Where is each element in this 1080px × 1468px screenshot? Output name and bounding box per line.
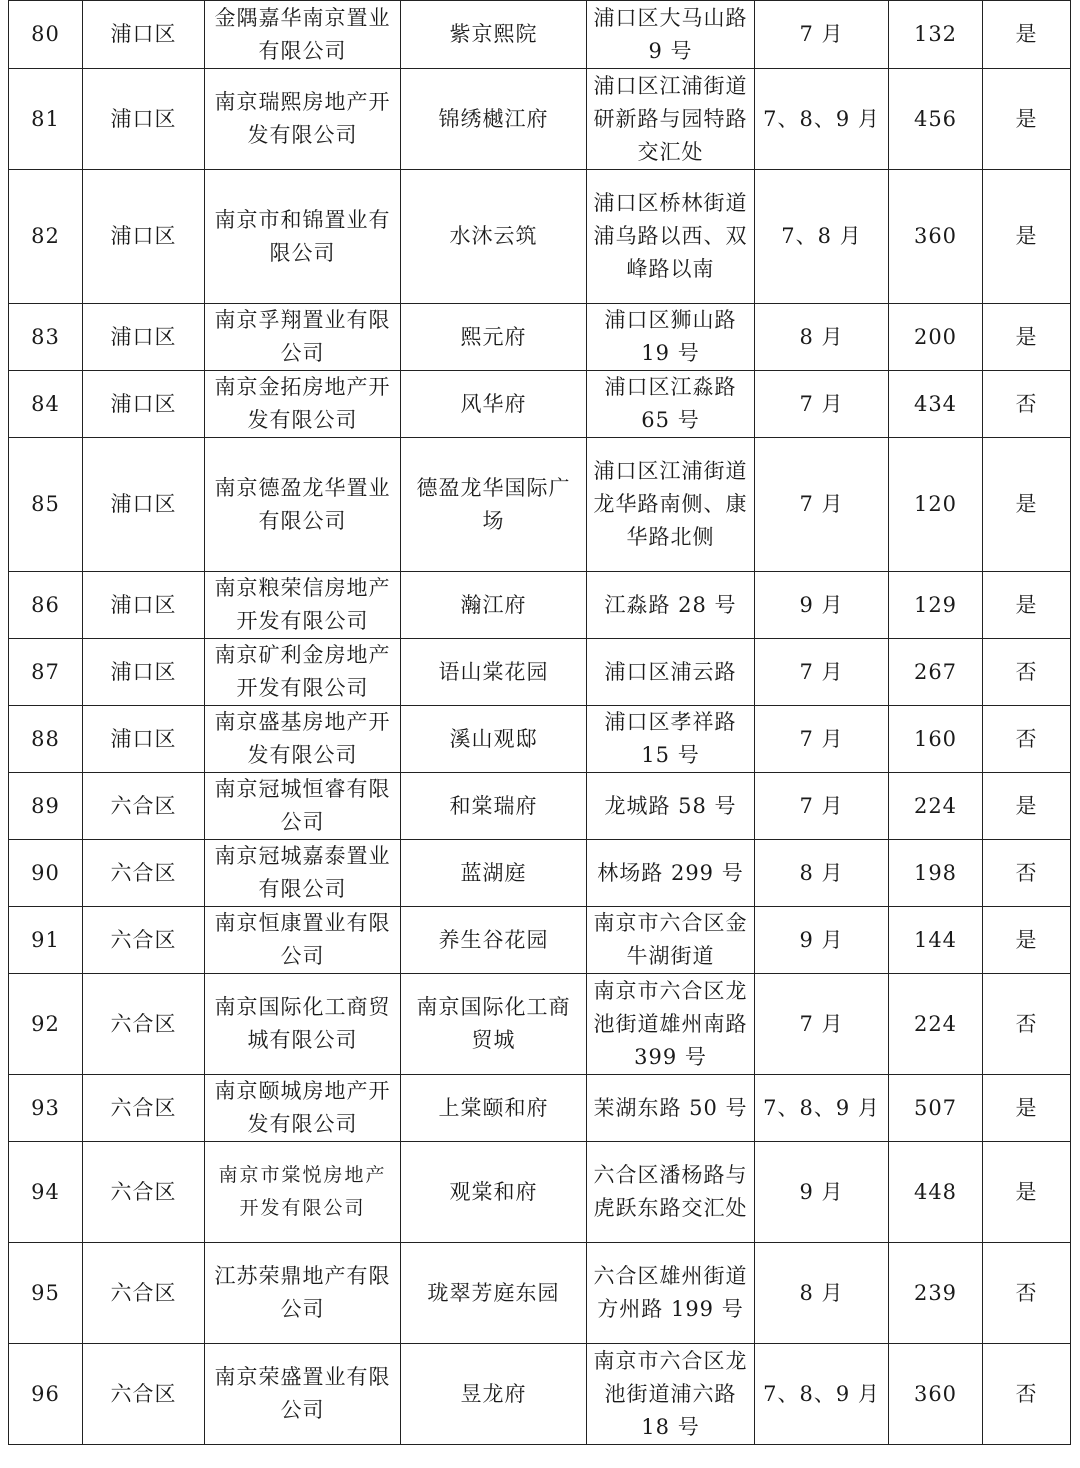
- cell-district: 浦口区: [83, 69, 205, 170]
- cell-company-name: 南京金拓房地产开发有限公司: [205, 371, 401, 438]
- cell-unit-count: 239: [889, 1243, 983, 1344]
- cell-unit-count: 360: [889, 1344, 983, 1445]
- cell-company-name: 南京德盈龙华置业有限公司: [205, 438, 401, 572]
- cell-unit-count: 200: [889, 304, 983, 371]
- cell-district: 浦口区: [83, 572, 205, 639]
- cell-company-name: 南京颐城房地产开发有限公司: [205, 1075, 401, 1142]
- cell-row-number: 82: [9, 170, 83, 304]
- cell-status: 否: [983, 371, 1071, 438]
- cell-row-number: 89: [9, 773, 83, 840]
- table-row: [9, 1344, 1071, 1445]
- cell-address: 南京市六合区龙池街道雄州南路 399 号: [587, 974, 755, 1075]
- cell-status: 是: [983, 773, 1071, 840]
- cell-unit-count: 507: [889, 1075, 983, 1142]
- cell-month: 7 月: [755, 773, 889, 840]
- cell-status: 是: [983, 170, 1071, 304]
- cell-district: 浦口区: [83, 170, 205, 304]
- cell-company-name: 江苏荣鼎地产有限公司: [205, 1243, 401, 1344]
- cell-row-number: 91: [9, 907, 83, 974]
- cell-company-name: 南京粮荣信房地产开发有限公司: [205, 572, 401, 639]
- cell-project-name: 蓝湖庭: [401, 840, 587, 907]
- cell-district: 浦口区: [83, 639, 205, 706]
- table-body: [9, 1, 1071, 1445]
- cell-row-number: 87: [9, 639, 83, 706]
- cell-district: 六合区: [83, 1243, 205, 1344]
- cell-district: 浦口区: [83, 706, 205, 773]
- cell-address: 浦口区大马山路 9 号: [587, 1, 755, 69]
- cell-status: 否: [983, 974, 1071, 1075]
- cell-status: 否: [983, 706, 1071, 773]
- cell-address: 浦口区狮山路 19 号: [587, 304, 755, 371]
- cell-address: 浦口区孝祥路 15 号: [587, 706, 755, 773]
- cell-address: 林场路 299 号: [587, 840, 755, 907]
- cell-month: 7 月: [755, 706, 889, 773]
- cell-company-name: 南京冠城嘉泰置业有限公司: [205, 840, 401, 907]
- cell-address: 六合区潘杨路与虎跃东路交汇处: [587, 1142, 755, 1243]
- cell-row-number: 83: [9, 304, 83, 371]
- cell-project-name: 锦绣樾江府: [401, 69, 587, 170]
- cell-status: 是: [983, 1075, 1071, 1142]
- cell-company-name: 南京盛基房地产开发有限公司: [205, 706, 401, 773]
- cell-project-name: 昱龙府: [401, 1344, 587, 1445]
- cell-company-name: 南京瑞熙房地产开发有限公司: [205, 69, 401, 170]
- table-row: [9, 371, 1071, 438]
- cell-status: 是: [983, 572, 1071, 639]
- cell-row-number: 90: [9, 840, 83, 907]
- cell-row-number: 92: [9, 974, 83, 1075]
- cell-company-name: 金隅嘉华南京置业有限公司: [205, 1, 401, 69]
- cell-month: 7 月: [755, 639, 889, 706]
- cell-unit-count: 224: [889, 974, 983, 1075]
- cell-row-number: 94: [9, 1142, 83, 1243]
- table-row: [9, 773, 1071, 840]
- cell-month: 9 月: [755, 1142, 889, 1243]
- cell-district: 浦口区: [83, 304, 205, 371]
- cell-row-number: 86: [9, 572, 83, 639]
- cell-address: 浦口区浦云路: [587, 639, 755, 706]
- cell-district: 六合区: [83, 840, 205, 907]
- cell-project-name: 上棠颐和府: [401, 1075, 587, 1142]
- cell-month: 7 月: [755, 371, 889, 438]
- cell-address: 茉湖东路 50 号: [587, 1075, 755, 1142]
- cell-address: 浦口区江浦街道研新路与园特路交汇处: [587, 69, 755, 170]
- table-row: [9, 304, 1071, 371]
- cell-status: 是: [983, 1, 1071, 69]
- cell-month: 7 月: [755, 1, 889, 69]
- table-row: [9, 69, 1071, 170]
- cell-district: 浦口区: [83, 371, 205, 438]
- cell-address: 南京市六合区龙池街道浦六路 18 号: [587, 1344, 755, 1445]
- cell-month: 8 月: [755, 304, 889, 371]
- cell-status: 否: [983, 639, 1071, 706]
- cell-address: 江淼路 28 号: [587, 572, 755, 639]
- cell-address: 六合区雄州街道方州路 199 号: [587, 1243, 755, 1344]
- cell-company-name: 南京恒康置业有限公司: [205, 907, 401, 974]
- cell-unit-count: 198: [889, 840, 983, 907]
- cell-project-name: 观棠和府: [401, 1142, 587, 1243]
- cell-company-name: 南京冠城恒睿有限公司: [205, 773, 401, 840]
- cell-district: 六合区: [83, 974, 205, 1075]
- cell-district: 六合区: [83, 907, 205, 974]
- cell-month: 7 月: [755, 974, 889, 1075]
- cell-project-name: 熙元府: [401, 304, 587, 371]
- cell-project-name: 德盈龙华国际广场: [401, 438, 587, 572]
- cell-district: 六合区: [83, 1142, 205, 1243]
- cell-address: 浦口区江浦街道龙华路南侧、康华路北侧: [587, 438, 755, 572]
- cell-month: 7、8、9 月: [755, 69, 889, 170]
- cell-unit-count: 434: [889, 371, 983, 438]
- cell-company-name: 南京荣盛置业有限公司: [205, 1344, 401, 1445]
- cell-row-number: 93: [9, 1075, 83, 1142]
- cell-company-name: 南京矿利金房地产开发有限公司: [205, 639, 401, 706]
- cell-district: 浦口区: [83, 1, 205, 69]
- table-row: [9, 170, 1071, 304]
- cell-status: 是: [983, 69, 1071, 170]
- cell-company-name: 南京国际化工商贸城有限公司: [205, 974, 401, 1075]
- cell-status: 否: [983, 840, 1071, 907]
- cell-district: 六合区: [83, 1075, 205, 1142]
- cell-status: 是: [983, 304, 1071, 371]
- cell-unit-count: 224: [889, 773, 983, 840]
- cell-project-name: 南京国际化工商贸城: [401, 974, 587, 1075]
- table-row: [9, 1, 1071, 69]
- table-container: [8, 0, 1070, 1445]
- cell-company-name: 南京市棠悦房地产开发有限公司: [205, 1142, 401, 1243]
- table-row: [9, 572, 1071, 639]
- cell-row-number: 88: [9, 706, 83, 773]
- cell-row-number: 85: [9, 438, 83, 572]
- cell-project-name: 养生谷花园: [401, 907, 587, 974]
- cell-unit-count: 132: [889, 1, 983, 69]
- cell-row-number: 96: [9, 1344, 83, 1445]
- cell-month: 9 月: [755, 572, 889, 639]
- cell-month: 7、8、9 月: [755, 1344, 889, 1445]
- table-row: [9, 639, 1071, 706]
- table-row: [9, 1243, 1071, 1344]
- cell-unit-count: 360: [889, 170, 983, 304]
- cell-project-name: 瀚江府: [401, 572, 587, 639]
- cell-status: 否: [983, 1243, 1071, 1344]
- cell-row-number: 80: [9, 1, 83, 69]
- cell-project-name: 风华府: [401, 371, 587, 438]
- table-row: [9, 1142, 1071, 1243]
- cell-project-name: 紫京熙院: [401, 1, 587, 69]
- cell-project-name: 语山棠花园: [401, 639, 587, 706]
- cell-row-number: 84: [9, 371, 83, 438]
- cell-month: 9 月: [755, 907, 889, 974]
- project-table: [8, 0, 1071, 1445]
- cell-address: 南京市六合区金牛湖街道: [587, 907, 755, 974]
- cell-unit-count: 267: [889, 639, 983, 706]
- cell-company-name: 南京市和锦置业有限公司: [205, 170, 401, 304]
- table-row: [9, 840, 1071, 907]
- cell-row-number: 81: [9, 69, 83, 170]
- cell-month: 7、8、9 月: [755, 1075, 889, 1142]
- cell-month: 7 月: [755, 438, 889, 572]
- cell-unit-count: 160: [889, 706, 983, 773]
- cell-district: 六合区: [83, 773, 205, 840]
- cell-month: 7、8 月: [755, 170, 889, 304]
- cell-month: 8 月: [755, 840, 889, 907]
- cell-row-number: 95: [9, 1243, 83, 1344]
- cell-unit-count: 144: [889, 907, 983, 974]
- cell-month: 8 月: [755, 1243, 889, 1344]
- cell-unit-count: 129: [889, 572, 983, 639]
- cell-unit-count: 448: [889, 1142, 983, 1243]
- cell-address: 浦口区江淼路 65 号: [587, 371, 755, 438]
- cell-project-name: 珑翠芳庭东园: [401, 1243, 587, 1344]
- cell-unit-count: 120: [889, 438, 983, 572]
- table-row: [9, 438, 1071, 572]
- table-row: [9, 907, 1071, 974]
- table-row: [9, 1075, 1071, 1142]
- cell-project-name: 溪山观邸: [401, 706, 587, 773]
- cell-district: 六合区: [83, 1344, 205, 1445]
- cell-company-name: 南京孚翔置业有限公司: [205, 304, 401, 371]
- cell-project-name: 水沐云筑: [401, 170, 587, 304]
- cell-district: 浦口区: [83, 438, 205, 572]
- table-row: [9, 974, 1071, 1075]
- cell-status: 是: [983, 438, 1071, 572]
- cell-status: 是: [983, 907, 1071, 974]
- cell-address: 浦口区桥林街道浦乌路以西、双峰路以南: [587, 170, 755, 304]
- cell-status: 否: [983, 1344, 1071, 1445]
- cell-address: 龙城路 58 号: [587, 773, 755, 840]
- cell-status: 是: [983, 1142, 1071, 1243]
- table-row: [9, 706, 1071, 773]
- cell-project-name: 和棠瑞府: [401, 773, 587, 840]
- cell-unit-count: 456: [889, 69, 983, 170]
